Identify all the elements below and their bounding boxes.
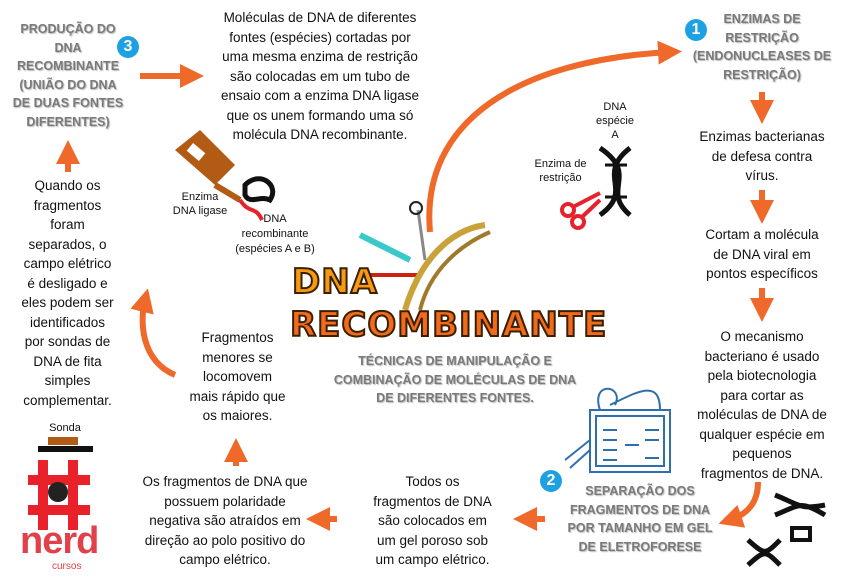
label-line: Enzima — [181, 191, 219, 203]
heading-line: DE DUAS FONTES — [12, 96, 124, 110]
text-line: para cortar as — [720, 387, 804, 403]
heading-line: ENZIMAS DE — [723, 12, 801, 26]
dna-helix-icon — [600, 148, 630, 215]
step-2-text-1 — [355, 472, 510, 570]
text-line: possuem polaridade — [164, 493, 286, 509]
heading-line: (UNIÃO DO DNA — [19, 77, 117, 92]
label-line: Enzima de — [534, 158, 587, 170]
text-line: mais rápido que — [189, 388, 286, 404]
text-line: campo elétrico. — [179, 552, 271, 567]
arrow-big-curve — [429, 52, 670, 232]
text-line: Fragmentos — [201, 330, 274, 345]
heading-line: FRAGMENTOS DE DNA — [569, 502, 711, 517]
label-line: restrição — [539, 172, 582, 184]
text-line: Os fragmentos de DNA que — [142, 474, 308, 489]
heading-line: RESTRIÇÃO) — [723, 67, 801, 82]
text-line: moléculas de DNA de — [697, 407, 827, 422]
text-line: ensaio com a enzima DNA ligase — [220, 88, 420, 103]
text-line: Quando os — [34, 178, 101, 193]
text-line: um campo elétrico. — [375, 552, 490, 567]
text-line: Moléculas de DNA de diferentes — [223, 10, 417, 25]
nerd-logo-word: nerd — [20, 520, 99, 562]
step-2-badge: 2 — [540, 470, 562, 492]
heading-line: DNA — [54, 40, 82, 55]
subtitle-line: COMBINAÇÃO DE MOLÉCULAS DE DNA — [333, 372, 577, 387]
text-line: fragmentos — [33, 197, 102, 213]
label-line: DNA — [603, 101, 627, 113]
restriction-enzyme-label — [528, 157, 593, 185]
arrow-curve-down — [730, 482, 758, 520]
label-line: DNA — [263, 213, 287, 225]
text-line: complementar. — [23, 392, 112, 408]
text-line: menores se — [202, 349, 273, 365]
text-line: de DNA viral em — [713, 246, 811, 262]
step-2-text-3 — [180, 328, 295, 426]
text-line: por sondas de — [24, 334, 111, 349]
text-line: que os unem formando uma só — [226, 107, 414, 123]
text-line: qualquer espécie em — [699, 426, 825, 442]
text-line: O mecanismo — [720, 329, 804, 344]
text-line: é desligado e — [27, 275, 108, 291]
text-line: fragmentos de DNA — [373, 493, 492, 509]
nerd-logo-sub: cursos — [52, 561, 82, 572]
subtitle-line: TÉCNICAS DE MANIPULAÇÃO E — [358, 354, 552, 368]
main-subtitle — [330, 352, 580, 408]
text-line: os maiores. — [202, 408, 273, 423]
text-line: são colocados em — [378, 513, 487, 528]
heading-line: DIFERENTES) — [26, 114, 110, 129]
text-line: Enzimas bacterianas — [699, 129, 825, 144]
text-line: campo elétrico — [23, 256, 112, 271]
text-line: molécula DNA recombinante. — [232, 127, 408, 142]
label-line: recombinante — [241, 228, 309, 240]
dna-species-a-label — [595, 100, 635, 142]
heading-line: RESTRIÇÃO — [725, 30, 799, 45]
dna-fragments-icon — [748, 495, 825, 565]
text-line: separados, o — [28, 236, 107, 252]
text-line: identificados — [29, 314, 106, 330]
text-line: bacteriano é usado — [704, 348, 820, 364]
text-line: direção ao polo positivo do — [144, 532, 306, 548]
subtitle-line: DE DIFERENTES FONTES. — [376, 391, 534, 405]
label-line: (espécies A e B) — [235, 243, 315, 255]
text-line: foram — [50, 217, 85, 232]
heading-line: PRODUÇÃO DO — [20, 22, 116, 36]
text-line: locomovem — [202, 369, 273, 384]
label-line: A — [611, 129, 619, 141]
step-1-badge: 1 — [685, 19, 707, 41]
step-2-text-4 — [5, 176, 130, 410]
text-line: fragmentos de DNA. — [700, 465, 824, 481]
text-line: pequenos — [732, 446, 792, 461]
text-line: fontes (espécies) cortadas por — [229, 29, 411, 45]
heading-line: DE ELETROFORESE — [578, 539, 702, 554]
step-1-text-1 — [682, 127, 842, 186]
text-line: negativa são atraídos em — [149, 513, 301, 528]
text-line: Todos os — [405, 474, 460, 489]
step-1-text-2 — [682, 225, 842, 284]
probe-label: Sonda — [49, 422, 81, 434]
arrow-curve-up — [143, 300, 175, 375]
text-line: simples — [44, 373, 91, 388]
text-line: eles podem ser — [21, 295, 114, 310]
text-line: um gel poroso sob — [376, 532, 489, 548]
scissors-icon — [562, 193, 600, 228]
label-line: DNA ligase — [172, 205, 228, 217]
text-line: DNA de fita — [33, 353, 102, 369]
main-title-recombinante: RECOMBINANTE — [290, 305, 608, 345]
step-3-heading — [0, 20, 136, 131]
heading-line: POR TAMANHO EM GEL — [567, 521, 713, 535]
text-line: são colocadas em um tubo de — [229, 68, 411, 84]
heading-line: (ENDONUCLEASES DE — [692, 49, 832, 63]
sonda-probe-icon — [38, 437, 93, 452]
text-line: vírus. — [745, 168, 779, 183]
heading-line: SEPARAÇÃO DOS — [585, 484, 695, 498]
text-line: de defesa contra — [711, 148, 813, 164]
step-1-text-3 — [682, 327, 842, 483]
text-line: Cortam a molécula — [705, 227, 819, 242]
step-3-description — [200, 8, 440, 145]
step-3-badge: 3 — [117, 36, 139, 58]
main-title-dna: DNA — [292, 262, 378, 302]
text-line: pontos específicos — [706, 266, 818, 281]
label-line: espécie — [596, 115, 634, 127]
tools-dna-illustration — [360, 202, 490, 310]
recombinant-dna-label — [225, 212, 325, 257]
step-1-heading — [682, 10, 842, 84]
heading-line: RECOMBINANTE — [16, 59, 120, 73]
step-2-text-2 — [135, 472, 315, 570]
text-line: uma mesma enzima de restrição — [222, 49, 418, 64]
electrophoresis-icon — [565, 389, 670, 472]
step-2-heading — [560, 482, 720, 556]
text-line: pela biotecnologia — [707, 368, 817, 383]
